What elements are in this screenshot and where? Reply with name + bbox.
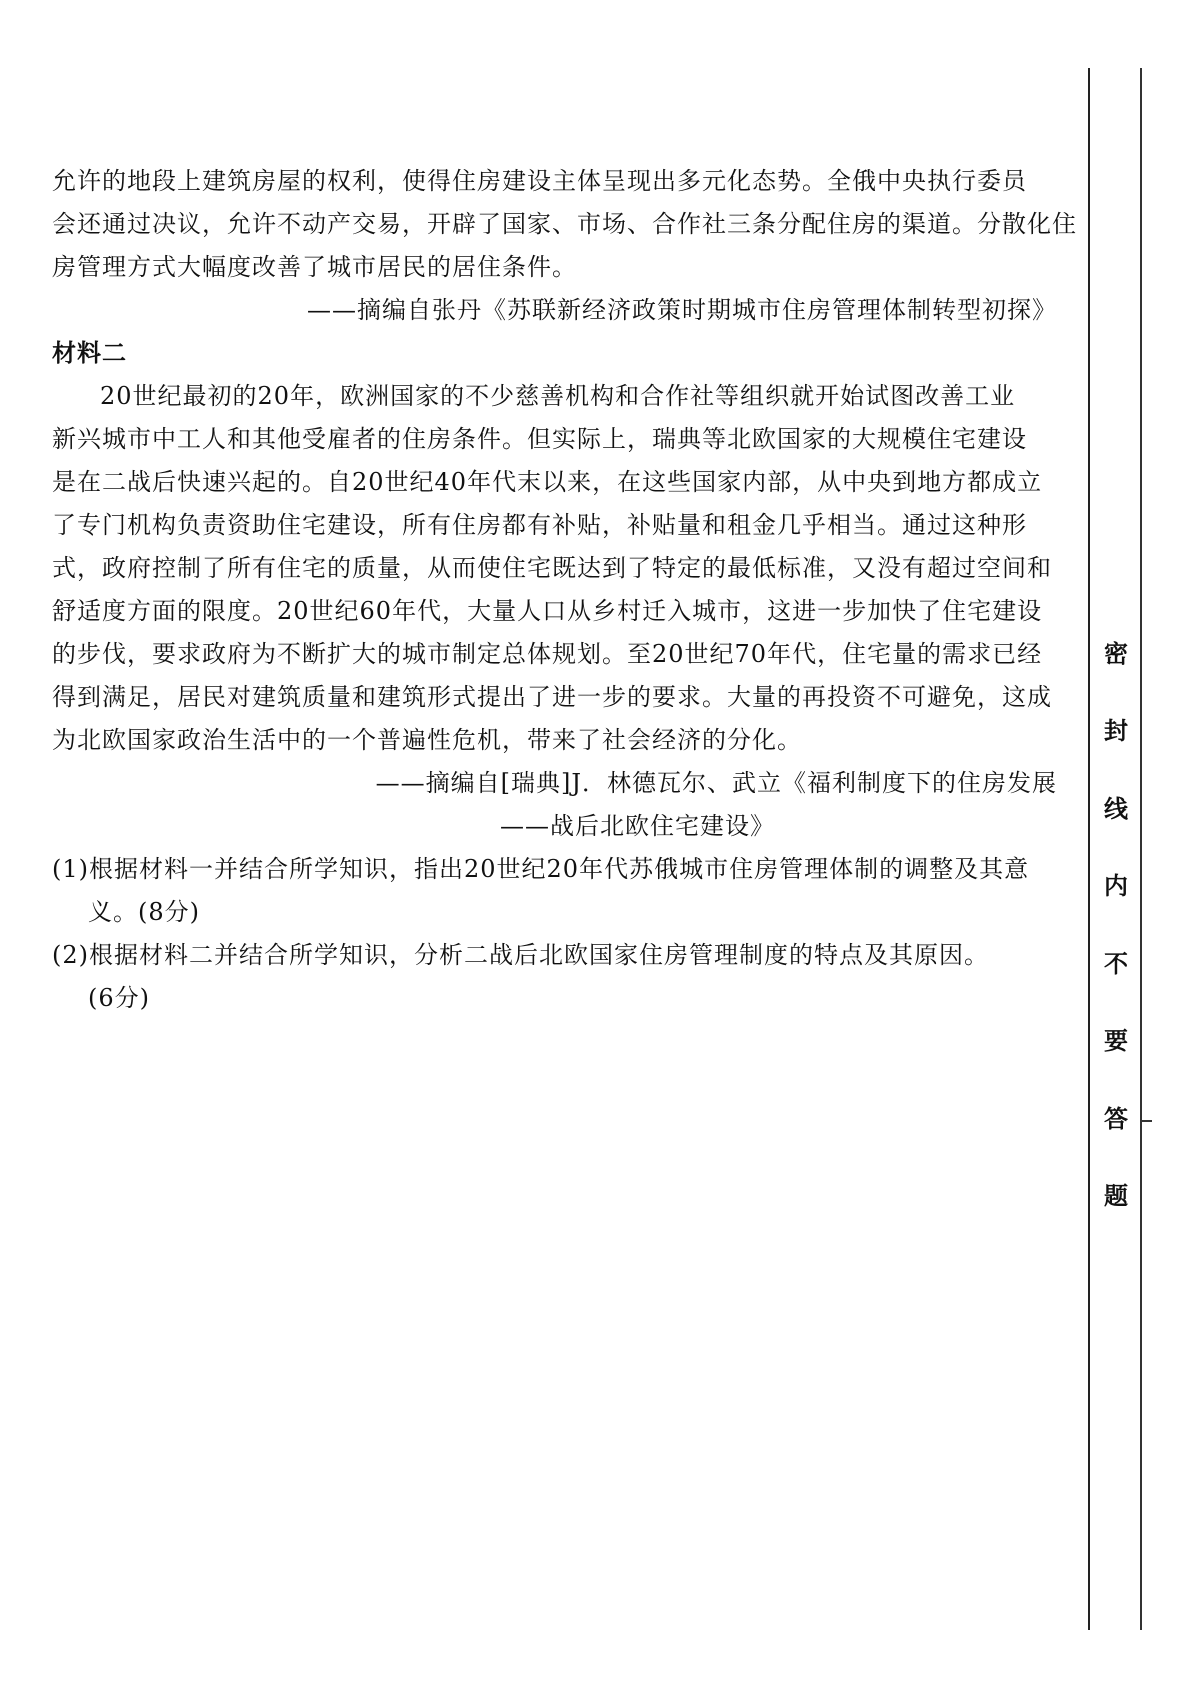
seal-line-tick [1142,1120,1152,1122]
seal-char: 封 [1104,716,1128,746]
passage-line: 新兴城市中工人和其他受雇者的住房条件。但实际上，瑞典等北欧国家的大规模住宅建设 [52,425,1027,453]
seal-line-warning [1096,640,1136,1210]
seal-char: 线 [1104,793,1128,823]
passage-line: 允许的地段上建筑房屋的权利，使得住房建设主体呈现出多元化态势。全俄中央执行委员 [52,167,1027,195]
passage-one-citation: ——摘编自张丹《苏联新经济政策时期城市住房管理体制转型初探》 [307,296,1057,324]
question-2: (2)根据材料二并结合所学知识，分析二战后北欧国家住房管理制度的特点及其原因。 [52,941,989,969]
question-2-continued: (6分) [88,984,150,1012]
seal-char: 内 [1104,871,1128,901]
material-two-citation: ——摘编自[瑞典]J．林德瓦尔、武立《福利制度下的住房发展 [375,769,1057,797]
passage-one-tail [52,160,1077,289]
material-two-heading: 材料二 [52,339,127,367]
seal-char: 不 [1104,948,1128,978]
seal-char: 答 [1104,1103,1128,1133]
passage-line: 得到满足，居民对建筑质量和建筑形式提出了进一步的要求。大量的再投资不可避免，这成 [52,683,1052,711]
seal-char: 要 [1104,1026,1128,1056]
seal-line-inner [1088,68,1090,1630]
material-two-citation-subtitle: ——战后北欧住宅建设》 [500,812,775,840]
passage-line: 房管理方式大幅度改善了城市居民的居住条件。 [52,253,577,281]
passage-line: 会还通过决议，允许不动产交易，开辟了国家、市场、合作社三条分配住房的渠道。分散化住 [52,210,1077,238]
material-two-passage [52,375,1057,762]
passage-line: 式，政府控制了所有住宅的质量，从而使住宅既达到了特定的最低标准，又没有超过空间和 [52,554,1052,582]
passage-line: 20世纪最初的20年，欧洲国家的不少慈善机构和合作社等组织就开始试图改善工业 [100,382,1016,410]
exam-page-body [52,160,1077,1020]
question-1: (1)根据材料一并结合所学知识，指出20世纪20年代苏俄城市住房管理体制的调整及其意 [52,855,1030,883]
seal-char: 密 [1104,639,1128,668]
passage-line: 为北欧国家政治生活中的一个普遍性危机，带来了社会经济的分化。 [52,726,802,754]
seal-char: 题 [1104,1180,1128,1210]
passage-line: 的步伐，要求政府为不断扩大的城市制定总体规划。至20世纪70年代，住宅量的需求已经 [52,640,1043,668]
question-1-continued: 义。(8分) [88,898,200,926]
seal-line-outer [1140,68,1142,1630]
passage-line: 了专门机构负责资助住宅建设，所有住房都有补贴，补贴量和租金几乎相当。通过这种形 [52,511,1027,539]
passage-line: 是在二战后快速兴起的。自20世纪40年代末以来，在这些国家内部，从中央到地方都成立 [52,468,1043,496]
passage-line: 舒适度方面的限度。20世纪60年代，大量人口从乡村迁入城市，这进一步加快了住宅建设 [52,597,1043,625]
